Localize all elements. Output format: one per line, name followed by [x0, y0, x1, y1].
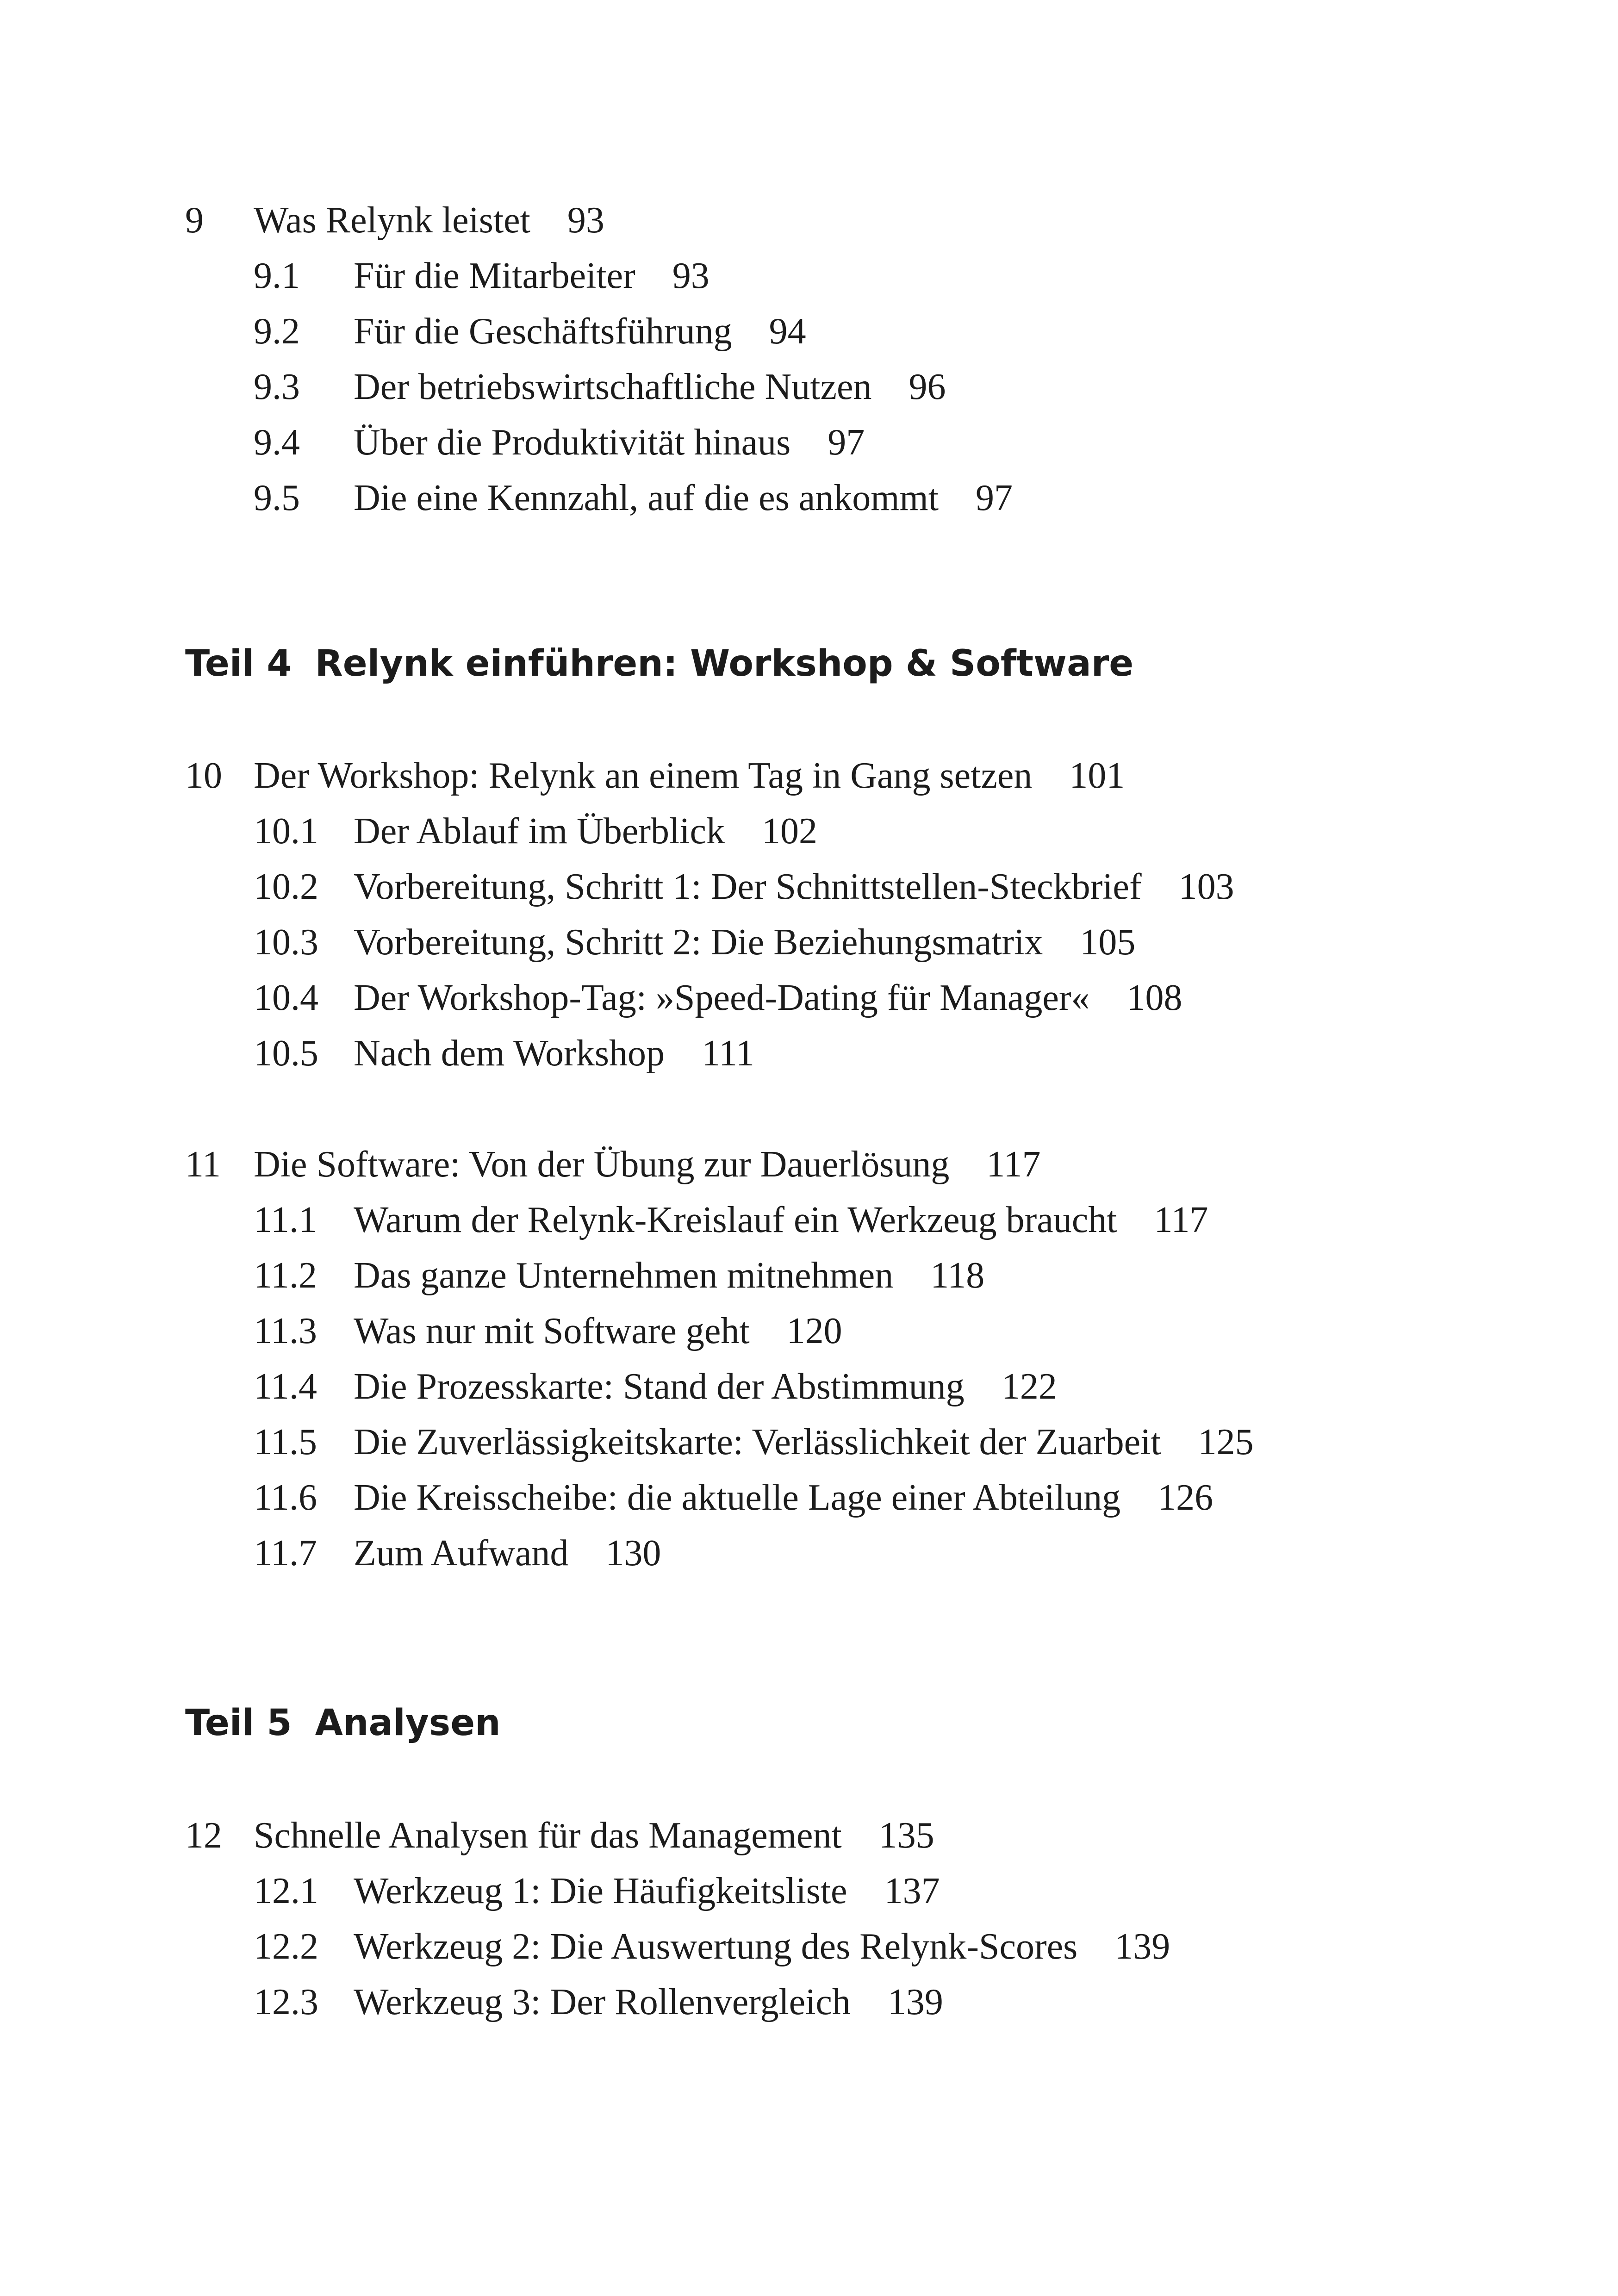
page-number: 102	[762, 811, 817, 852]
chapter-title-line	[254, 1137, 1040, 1192]
section-number: 9.3	[254, 367, 300, 407]
section-title: Nach dem Workshop	[354, 1033, 665, 1074]
page-number: 135	[878, 1815, 934, 1856]
section-title: Zum Aufwand	[354, 1533, 569, 1574]
section-title-line	[354, 1863, 940, 1919]
page-number: 139	[887, 1982, 943, 2022]
section-title: Die eine Kennzahl, auf die es ankommt	[354, 478, 939, 518]
chapter-title: Schnelle Analysen für das Management	[254, 1815, 842, 1856]
section-title-line	[354, 915, 1135, 970]
part-label: Teil 5	[185, 1702, 292, 1744]
section-number: 10.5	[254, 1033, 318, 1074]
section-title: Der Workshop-Tag: »Speed-Dating für Manager«	[354, 977, 1090, 1018]
section-title-line	[354, 1414, 1254, 1470]
section-title: Der Ablauf im Überblick	[354, 811, 725, 852]
section-title-line	[354, 970, 1182, 1026]
page-number: 118	[930, 1255, 985, 1296]
section-number: 12.2	[254, 1926, 318, 1967]
page-number: 108	[1126, 977, 1182, 1018]
section-number: 10.3	[254, 922, 318, 963]
chapter-title: Was Relynk leistet	[254, 200, 530, 241]
section-title-line	[354, 1974, 943, 2030]
section-title: Warum der Relynk-Kreislauf ein Werkzeug braucht	[354, 1200, 1117, 1240]
section-title: Für die Mitarbeiter	[354, 255, 635, 296]
part-label: Teil 4	[185, 643, 292, 684]
page-number: 105	[1080, 922, 1136, 963]
section-number: 11.4	[254, 1366, 317, 1407]
page-number: 117	[986, 1144, 1041, 1185]
page-number: 130	[605, 1533, 661, 1574]
chapter-title-line	[254, 748, 1125, 803]
section-title: Vorbereitung, Schritt 1: Der Schnittstellen-Steckbrief	[354, 866, 1142, 907]
section-number: 9.5	[254, 478, 300, 518]
page-number: 93	[567, 200, 604, 241]
page-number: 111	[701, 1033, 755, 1074]
page-number: 93	[672, 255, 709, 296]
part-title: Relynk einführen: Workshop & Software	[315, 643, 1134, 684]
section-title: Werkzeug 1: Die Häufigkeitsliste	[354, 1871, 847, 1911]
section-number: 11.1	[254, 1200, 317, 1240]
section-number: 12.3	[254, 1982, 318, 2022]
page-number: 94	[769, 311, 806, 352]
page-number: 97	[975, 478, 1013, 518]
section-title-line	[354, 248, 709, 304]
section-title-line	[354, 1470, 1213, 1525]
section-number: 11.3	[254, 1311, 317, 1351]
page-number: 125	[1198, 1422, 1254, 1462]
page-number: 103	[1178, 866, 1234, 907]
section-title-line	[354, 1525, 661, 1581]
section-number: 10.2	[254, 866, 318, 907]
page-number: 120	[786, 1311, 842, 1351]
section-title: Vorbereitung, Schritt 2: Die Beziehungsmatrix	[354, 922, 1043, 963]
chapter-number: 9	[185, 200, 204, 241]
section-number: 9.2	[254, 311, 300, 352]
section-title: Die Prozesskarte: Stand der Abstimmung	[354, 1366, 965, 1407]
page-number: 122	[1001, 1366, 1057, 1407]
chapter-title-line	[254, 193, 604, 248]
page-number: 139	[1114, 1926, 1170, 1967]
page-number: 101	[1069, 755, 1125, 796]
section-title: Was nur mit Software geht	[354, 1311, 750, 1351]
chapter-number: 11	[185, 1144, 221, 1185]
chapter-title: Der Workshop: Relynk an einem Tag in Gang setzen	[254, 755, 1033, 796]
section-title: Über die Produktivität hinaus	[354, 422, 791, 463]
page-number: 96	[909, 367, 946, 407]
section-title: Das ganze Unternehmen mitnehmen	[354, 1255, 894, 1296]
section-title-line	[354, 803, 817, 859]
section-number: 10.4	[254, 977, 318, 1018]
section-title-line	[354, 304, 806, 359]
section-title: Werkzeug 2: Die Auswertung des Relynk-Scores	[354, 1926, 1078, 1967]
section-number: 11.6	[254, 1477, 317, 1518]
section-title-line	[354, 1359, 1057, 1414]
section-title-line	[354, 359, 946, 415]
section-title: Der betriebswirtschaftliche Nutzen	[354, 367, 872, 407]
page-number: 126	[1157, 1477, 1214, 1518]
page-number: 117	[1154, 1200, 1208, 1240]
section-number: 12.1	[254, 1871, 318, 1911]
toc-part-heading[interactable]	[185, 1695, 501, 1751]
chapter-number: 12	[185, 1815, 222, 1856]
section-number: 11.7	[254, 1533, 317, 1574]
section-title-line	[354, 415, 865, 470]
page-number: 97	[828, 422, 865, 463]
section-number: 11.5	[254, 1422, 317, 1462]
section-title: Die Kreisscheibe: die aktuelle Lage einer Abteilung	[354, 1477, 1121, 1518]
section-title-line	[354, 1303, 842, 1359]
section-title-line	[354, 1248, 984, 1303]
chapter-title-line	[254, 1808, 934, 1863]
section-title-line	[354, 1192, 1208, 1248]
section-title-line	[354, 859, 1234, 915]
section-title-line	[354, 1919, 1170, 1974]
chapter-number: 10	[185, 755, 222, 796]
section-number: 11.2	[254, 1255, 317, 1296]
part-title: Analysen	[315, 1702, 501, 1744]
section-title-line	[354, 470, 1013, 526]
section-title-line	[354, 1026, 754, 1081]
section-title: Werkzeug 3: Der Rollenvergleich	[354, 1982, 851, 2022]
section-title: Für die Geschäftsführung	[354, 311, 732, 352]
page-number: 137	[884, 1871, 940, 1911]
section-number: 9.4	[254, 422, 300, 463]
chapter-title: Die Software: Von der Übung zur Dauerlösung	[254, 1144, 950, 1185]
section-number: 10.1	[254, 811, 318, 852]
section-number: 9.1	[254, 255, 300, 296]
toc-part-heading[interactable]	[185, 636, 1133, 691]
section-title: Die Zuverlässigkeitskarte: Verlässlichkeit der Zuarbeit	[354, 1422, 1161, 1462]
